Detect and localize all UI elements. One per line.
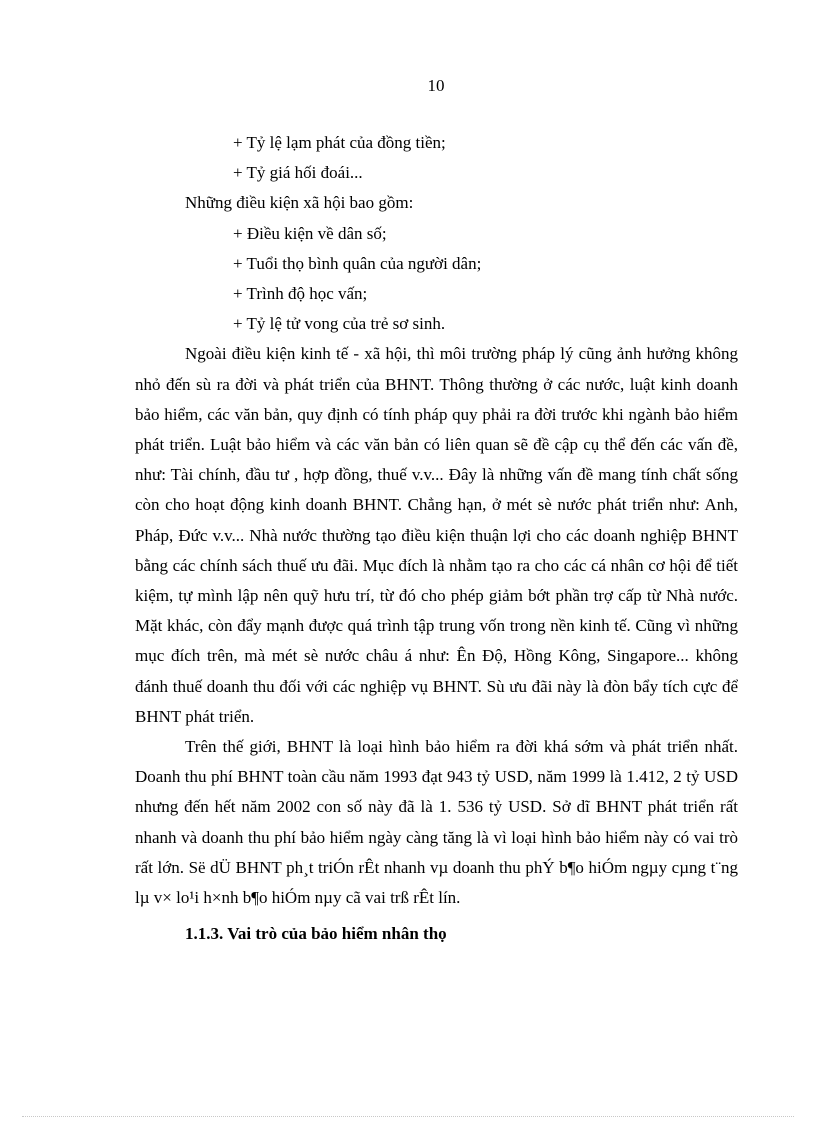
social-item-infant-mortality: + Tỷ lệ tử vong của trẻ sơ sinh.: [233, 314, 446, 334]
document-body: [135, 128, 738, 949]
paragraph-world-development: Trên thế giới, BHNT là loại hình bảo hiểm ra đời khá sớm và phát triển nhất. Doanh thu phí BHNT toàn cầu năm 1993 đạt 943 tỷ USD, năm 1999 là 1.412, 2 tỷ USD nhưng đến hết năm 2002 con số này đã là 1. 536 tỷ USD. Sở dĩ BHNT phát triển rất nhanh và doanh thu phí bảo hiểm ngày càng tăng là vì loại hình bảo hiểm này có vai trò rất lớn. Së dÜ BHNT ph¸t triÓn rÊt nhanh vµ doanh thu phÝ b¶o hiÓm ngµy cµng t¨ng lµ v× lo¹i h×nh b¶o hiÓm nµy cã vai trß rÊt lín.: [135, 737, 738, 908]
footer-divider: [22, 1116, 794, 1117]
page-number: 10: [427, 76, 445, 95]
social-item-life-expectancy: + Tuổi thọ bình quân của người dân;: [233, 253, 482, 273]
social-conditions-intro: Những điều kiện xã hội bao gồm:: [185, 193, 414, 213]
social-item-population: + Điều kiện về dân số;: [233, 223, 387, 243]
section-heading: 1.1.3. Vai trò của bảo hiểm nhân thọ: [185, 924, 447, 944]
paragraph-legal-environment: Ngoài điều kiện kinh tế - xã hội, thì môi trường pháp lý cũng ảnh hưởng không nhỏ đến sù ra đời và phát triển của BHNT. Thông thường ở các nước, luật kinh doanh bảo hiểm, các văn bản, quy định có tính pháp quy phải ra đời trước khi ngành bảo hiểm phát triển. Luật bảo hiểm và các văn bản có liên quan sẽ đề cập cụ thể đến các vấn đề, như: Tài chính, đầu tư , hợp đồng, thuế v.v... Đây là những vấn đề mang tính chất sống còn cho hoạt động kinh doanh BHNT. Chẳng hạn, ở mét sè nước phát triển như: Anh, Pháp, Đức v.v... Nhà nước thường tạo điều kiện thuận lợi cho các doanh nghiệp BHNT bằng các chính sách thuế ưu đãi. Mục đích là nhằm tạo ra cho các cá nhân cơ hội để tiết kiệm, tự mình lập nên quỹ hưu trí, từ đó cho phép giảm bớt phần trợ cấp từ Nhà nước. Mặt khác, còn đẩy mạnh được quá trình tập trung vốn trong nền kinh tế. Cũng vì những mục đích trên, mà mét sè nước châu á như: Ên Độ, Hồng Kông, Singapore... không đánh thuế doanh thu đối với các nghiệp vụ BHNT. Sù ưu đãi này là đòn bẩy tích cực để BHNT phát triển.: [135, 344, 738, 726]
social-item-education: + Trình độ học vấn;: [233, 284, 368, 304]
economic-item-exchange-rate: + Tỷ giá hối đoái...: [233, 163, 363, 183]
economic-item-inflation: + Tỷ lệ lạm phát của đồng tiền;: [233, 133, 446, 152]
